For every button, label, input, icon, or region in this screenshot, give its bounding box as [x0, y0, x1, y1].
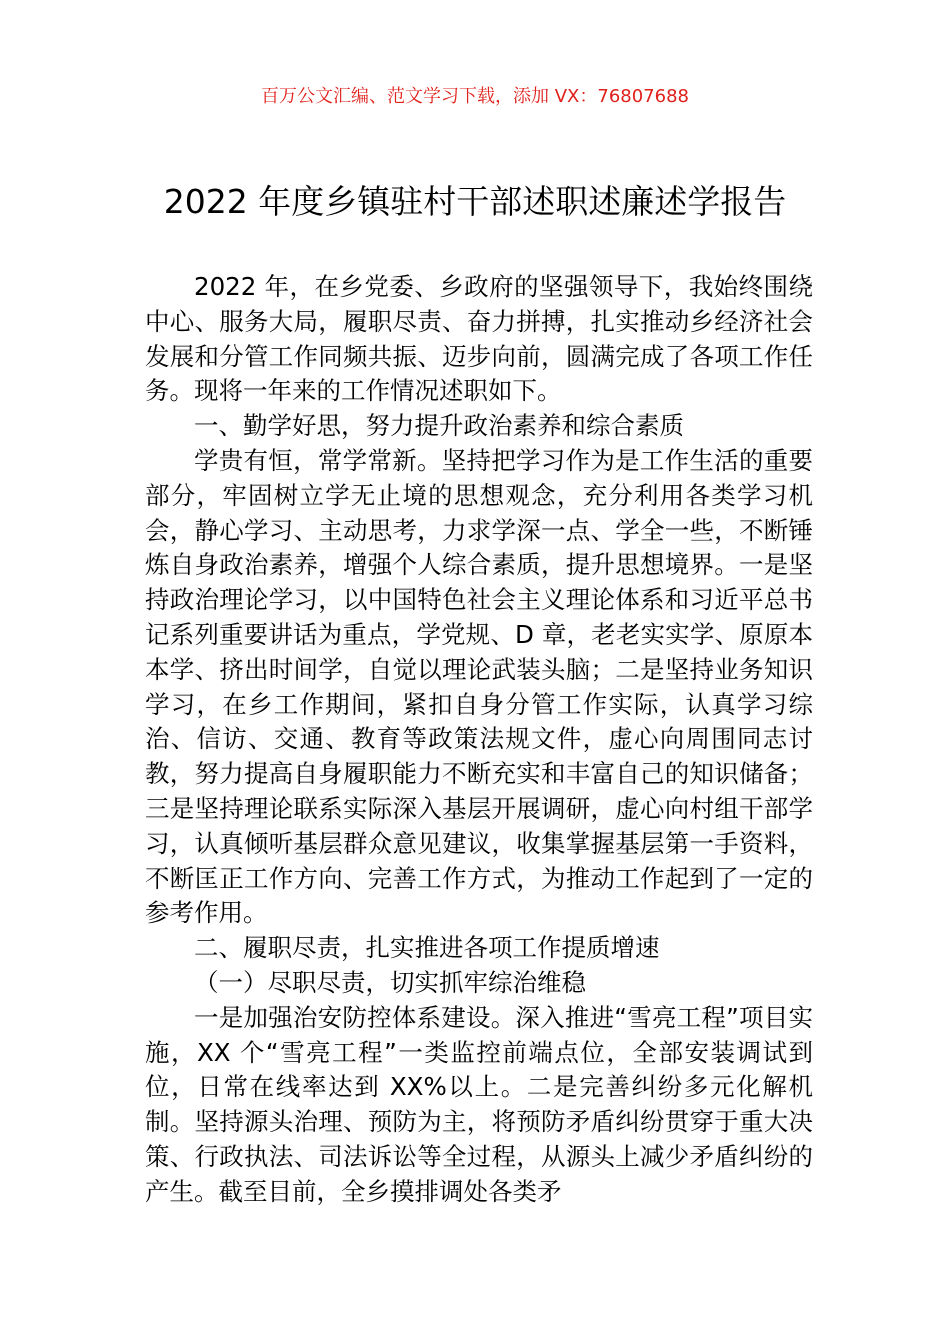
section-heading-2: 二、履职尽责，扎实推进各项工作提质增速: [194, 933, 660, 963]
section-heading-1: 一、勤学好思，努力提升政治素养和综合素质: [194, 411, 684, 441]
intro-paragraph: 2022 年，在乡党委、乡政府的坚强领导下，我始终围绕中心、服务大局，履职尽责、奋力拼搏，扎实推动乡经济社会发展和分管工作同频共振、迈步向前，圆满完成了各项工作任务。现将一年来的工作情况述职如下。: [145, 272, 813, 406]
subsection-heading-1: （一）尽职尽责，切实抓牢综治维稳: [194, 967, 586, 997]
study-paragraph: 学贵有恒，常学常新。坚持把学习作为是工作生活的重要部分，牢固树立学无止境的思想观念，充分利用各类学习机会，静心学习、主动思考，力求学深一点、学全一些，不断锤炼自身政治素养，增强个人综合素质，提升思想境界。一是坚持政治理论学习，以中国特色社会主义理论体系和习近平总书记系列重要讲话为重点，学党规、D 章，老老实实学、原原本本学、挤出时间学，自觉以理论武装头脑；二是坚持业务知识学习，在乡工作期间，紧扣自身分管工作实际，认真学习综治、信访、交通、教育等政策法规文件，虚心向周围同志讨教，努力提高自身履职能力不断充实和丰富自己的知识储备；三是坚持理论联系实际深入基层开展调研，虚心向村组干部学习，认真倾听基层群众意见建议，收集掌握基层第一手资料，不断匡正工作方向、完善工作方式，为推动工作起到了一定的参考作用。: [145, 445, 813, 928]
security-paragraph: 一是加强治安防控体系建设。深入推进“雪亮工程”项目实施，XX 个“雪亮工程”一类监控前端点位，全部安装调试到位，日常在线率达到 XX%以上。二是完善纠纷多元化解机制。坚持源头治理、预防为主，将预防矛盾纠纷贯穿于重大决策、行政执法、司法诉讼等全过程，从源头上减少矛盾纠纷的产生。截至目前，全乡摸排调处各类矛: [145, 1002, 813, 1206]
download-notice: 百万公文汇编、范文学习下载，添加 VX：76807688: [261, 86, 689, 107]
document-body: [145, 270, 813, 1210]
document-title: 2022 年度乡镇驻村干部述职述廉述学报告: [163, 182, 787, 221]
